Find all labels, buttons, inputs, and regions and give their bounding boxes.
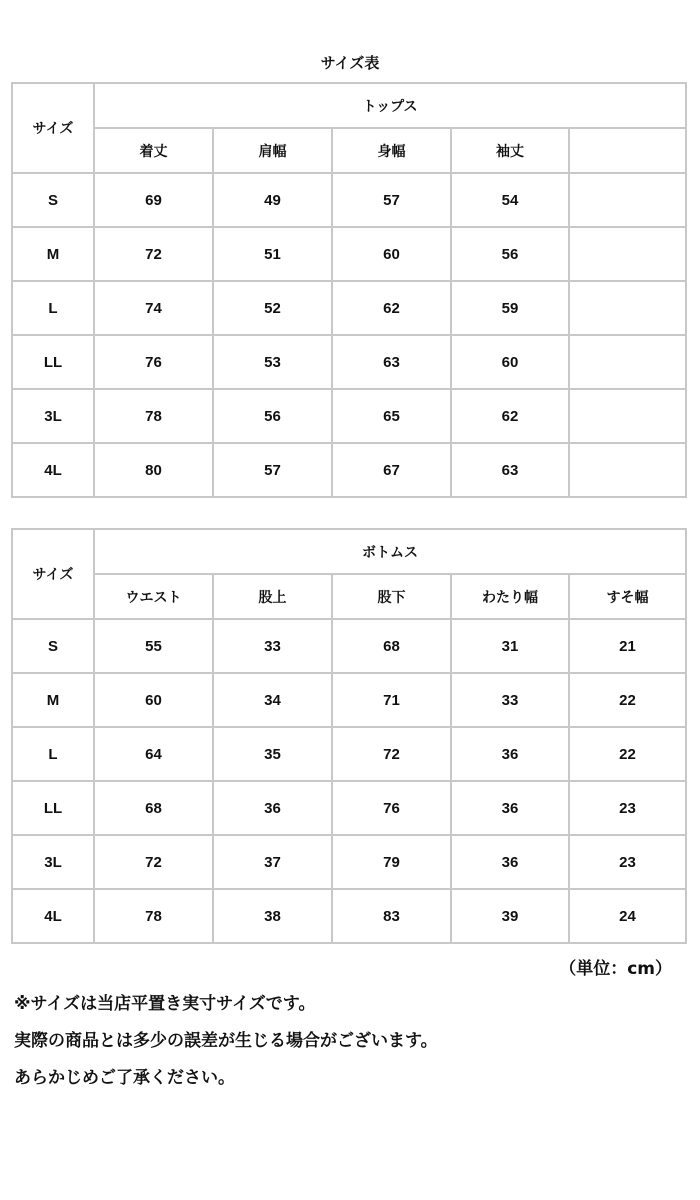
- notes: [14, 986, 694, 1097]
- note-line: ※サイズは当店平置き実寸サイズです。: [14, 994, 316, 1014]
- value-cell: 68: [332, 619, 451, 673]
- size-label-cell: 4L: [12, 443, 94, 497]
- value-cell: [569, 443, 686, 497]
- value-cell: 49: [213, 173, 332, 227]
- column-header-cell: 袖丈: [451, 128, 569, 173]
- value-cell: 57: [213, 443, 332, 497]
- size-header-cell: サイズ: [12, 529, 94, 619]
- value-cell: 56: [213, 389, 332, 443]
- value-cell: 60: [94, 673, 213, 727]
- value-cell: 72: [94, 227, 213, 281]
- value-cell: 21: [569, 619, 686, 673]
- value-cell: 69: [94, 173, 213, 227]
- value-cell: 51: [213, 227, 332, 281]
- column-header-cell: 股上: [213, 574, 332, 619]
- table-row: [12, 281, 686, 335]
- value-cell: 83: [332, 889, 451, 943]
- value-cell: 34: [213, 673, 332, 727]
- header-row: [12, 83, 686, 128]
- table-row: [12, 335, 686, 389]
- column-header-cell: 着丈: [94, 128, 213, 173]
- value-cell: 39: [451, 889, 569, 943]
- value-cell: 53: [213, 335, 332, 389]
- size-label-cell: 4L: [12, 889, 94, 943]
- note-line: 実際の商品とは多少の誤差が生じる場合がございます。: [14, 1031, 438, 1051]
- group-header-cell: ボトムス: [94, 529, 686, 574]
- value-cell: [569, 281, 686, 335]
- column-header-cell: 股下: [332, 574, 451, 619]
- value-cell: 59: [451, 281, 569, 335]
- value-cell: 76: [94, 335, 213, 389]
- value-cell: [569, 227, 686, 281]
- value-cell: 74: [94, 281, 213, 335]
- value-cell: 37: [213, 835, 332, 889]
- group-header-cell: トップス: [94, 83, 686, 128]
- value-cell: 63: [332, 335, 451, 389]
- tops-size-table: [11, 82, 687, 498]
- value-cell: 55: [94, 619, 213, 673]
- value-cell: 36: [451, 727, 569, 781]
- column-header-cell: すそ幅: [569, 574, 686, 619]
- value-cell: [569, 389, 686, 443]
- value-cell: 56: [451, 227, 569, 281]
- value-cell: 60: [332, 227, 451, 281]
- value-cell: 23: [569, 781, 686, 835]
- size-label-cell: S: [12, 619, 94, 673]
- value-cell: 60: [451, 335, 569, 389]
- value-cell: 57: [332, 173, 451, 227]
- value-cell: 36: [451, 835, 569, 889]
- value-cell: 64: [94, 727, 213, 781]
- value-cell: 36: [451, 781, 569, 835]
- value-cell: 52: [213, 281, 332, 335]
- table-row: [12, 227, 686, 281]
- unit-label: （単位：cm）: [559, 959, 672, 979]
- size-label-cell: S: [12, 173, 94, 227]
- table-row: [12, 835, 686, 889]
- value-cell: 68: [94, 781, 213, 835]
- header-row: [12, 529, 686, 574]
- value-cell: 31: [451, 619, 569, 673]
- size-header-cell: サイズ: [12, 83, 94, 173]
- value-cell: 33: [451, 673, 569, 727]
- value-cell: [569, 335, 686, 389]
- value-cell: 78: [94, 389, 213, 443]
- column-header-cell: 身幅: [332, 128, 451, 173]
- value-cell: 62: [332, 281, 451, 335]
- value-cell: 23: [569, 835, 686, 889]
- value-cell: 80: [94, 443, 213, 497]
- column-header-cell: 肩幅: [213, 128, 332, 173]
- size-label-cell: 3L: [12, 835, 94, 889]
- size-label-cell: M: [12, 227, 94, 281]
- table-row: [12, 727, 686, 781]
- table-row: [12, 389, 686, 443]
- column-header-cell: [569, 128, 686, 173]
- table-row: [12, 619, 686, 673]
- value-cell: 78: [94, 889, 213, 943]
- note-line: あらかじめご了承ください。: [14, 1068, 235, 1088]
- size-label-cell: L: [12, 727, 94, 781]
- column-header-cell: ウエスト: [94, 574, 213, 619]
- value-cell: 67: [332, 443, 451, 497]
- size-label-cell: LL: [12, 781, 94, 835]
- value-cell: 62: [451, 389, 569, 443]
- size-label-cell: L: [12, 281, 94, 335]
- value-cell: 24: [569, 889, 686, 943]
- column-header-row: [12, 574, 686, 619]
- value-cell: 35: [213, 727, 332, 781]
- page-title: サイズ表: [320, 54, 380, 72]
- table-row: [12, 781, 686, 835]
- value-cell: 33: [213, 619, 332, 673]
- size-label-cell: M: [12, 673, 94, 727]
- value-cell: 36: [213, 781, 332, 835]
- size-label-cell: LL: [12, 335, 94, 389]
- bottoms-size-table: [11, 528, 687, 944]
- value-cell: [569, 173, 686, 227]
- value-cell: 79: [332, 835, 451, 889]
- table-row: [12, 443, 686, 497]
- value-cell: 22: [569, 673, 686, 727]
- value-cell: 72: [332, 727, 451, 781]
- value-cell: 76: [332, 781, 451, 835]
- value-cell: 63: [451, 443, 569, 497]
- value-cell: 38: [213, 889, 332, 943]
- table-row: [12, 173, 686, 227]
- value-cell: 71: [332, 673, 451, 727]
- column-header-row: [12, 128, 686, 173]
- table-row: [12, 673, 686, 727]
- table-row: [12, 889, 686, 943]
- value-cell: 54: [451, 173, 569, 227]
- value-cell: 22: [569, 727, 686, 781]
- value-cell: 65: [332, 389, 451, 443]
- size-label-cell: 3L: [12, 389, 94, 443]
- value-cell: 72: [94, 835, 213, 889]
- column-header-cell: わたり幅: [451, 574, 569, 619]
